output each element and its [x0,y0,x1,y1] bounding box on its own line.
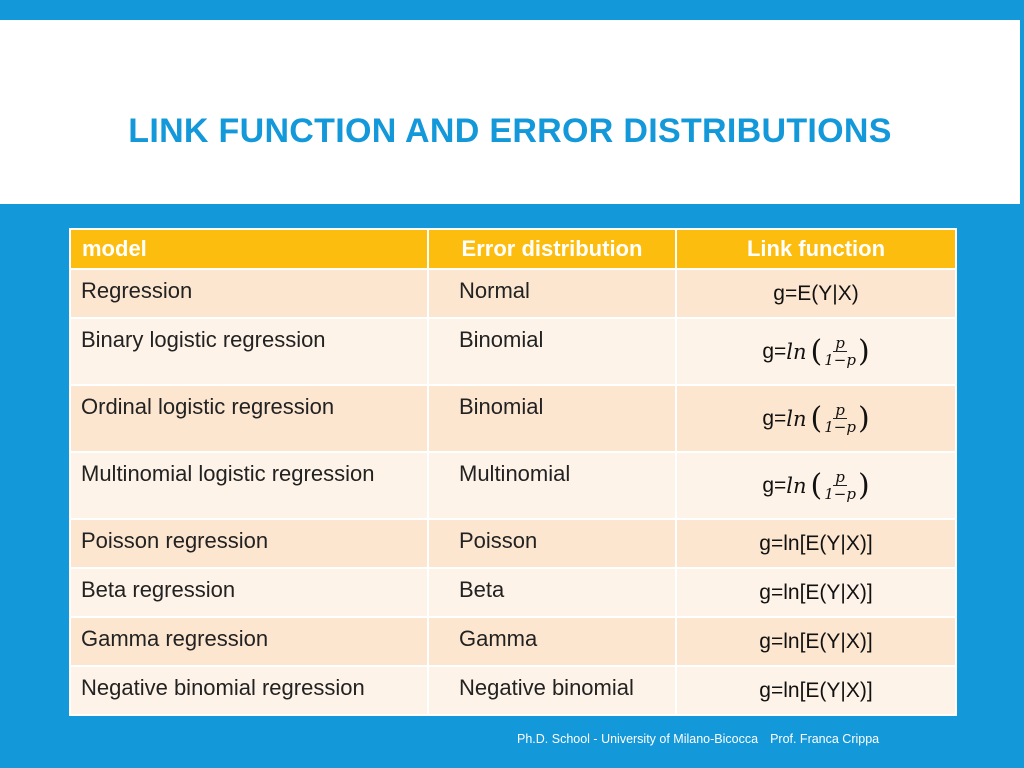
numerator: p [835,401,845,419]
cell-link: g=ln[E(Y|X)] [676,568,956,617]
cell-model: Binary logistic regression [70,318,428,385]
footer-institution: Ph.D. School - University of Milano-Bicocca [517,732,759,746]
cell-distribution: Gamma [428,617,676,666]
cell-model: Ordinal logistic regression [70,385,428,452]
slide-title: LINK FUNCTION AND ERROR DISTRIBUTIONS [128,112,892,150]
paren-open: ( [810,333,823,369]
cell-link [676,452,956,519]
header-link-function: Link function [676,229,956,269]
table-row [70,318,956,385]
slide-footer [517,732,879,746]
link-function-table [69,228,957,716]
denominator: 1−p [824,485,856,503]
cell-distribution: Binomial [428,318,676,385]
numerator: p [835,334,845,352]
cell-link: g=E(Y|X) [676,269,956,318]
cell-link: g=ln[E(Y|X)] [676,519,956,568]
paren-close: ) [857,333,870,369]
table-row [70,666,956,715]
cell-distribution: Multinomial [428,452,676,519]
formula-ln: ln [786,406,807,431]
cell-model: Poisson regression [70,519,428,568]
table-row [70,452,956,519]
formula-prefix: g= [762,473,787,497]
table-row [70,568,956,617]
cell-link [676,385,956,452]
table-header-row [70,229,956,269]
logit-formula [762,402,869,435]
cell-distribution: Normal [428,269,676,318]
formula-prefix: g= [762,339,787,363]
paren-close: ) [857,400,870,436]
formula-ln: ln [786,473,807,498]
footer-author: Prof. Franca Crippa [770,732,880,746]
fraction [824,469,856,502]
cell-model: Multinomial logistic regression [70,452,428,519]
denominator: 1−p [824,351,856,369]
paren-close: ) [857,467,870,503]
table-row [70,385,956,452]
paren-open: ( [810,400,823,436]
cell-model: Beta regression [70,568,428,617]
cell-link: g=ln[E(Y|X)] [676,617,956,666]
table-row [70,519,956,568]
formula-ln: ln [786,339,807,364]
cell-distribution: Binomial [428,385,676,452]
cell-model: Negative binomial regression [70,666,428,715]
cell-distribution: Negative binomial [428,666,676,715]
cell-model: Gamma regression [70,617,428,666]
cell-distribution: Poisson [428,519,676,568]
table-row [70,269,956,318]
fraction [824,402,856,435]
header-error-distribution: Error distribution [428,229,676,269]
logit-formula [762,469,869,502]
fraction [824,335,856,368]
cell-link [676,318,956,385]
title-band [0,20,1020,204]
formula-prefix: g= [762,406,787,430]
table-row [70,617,956,666]
cell-model: Regression [70,269,428,318]
numerator: p [835,468,845,486]
logit-formula [762,335,869,368]
denominator: 1−p [824,418,856,436]
cell-distribution: Beta [428,568,676,617]
paren-open: ( [810,467,823,503]
table-container [69,228,955,716]
top-strip [0,0,1024,20]
cell-link: g=ln[E(Y|X)] [676,666,956,715]
header-model: model [70,229,428,269]
